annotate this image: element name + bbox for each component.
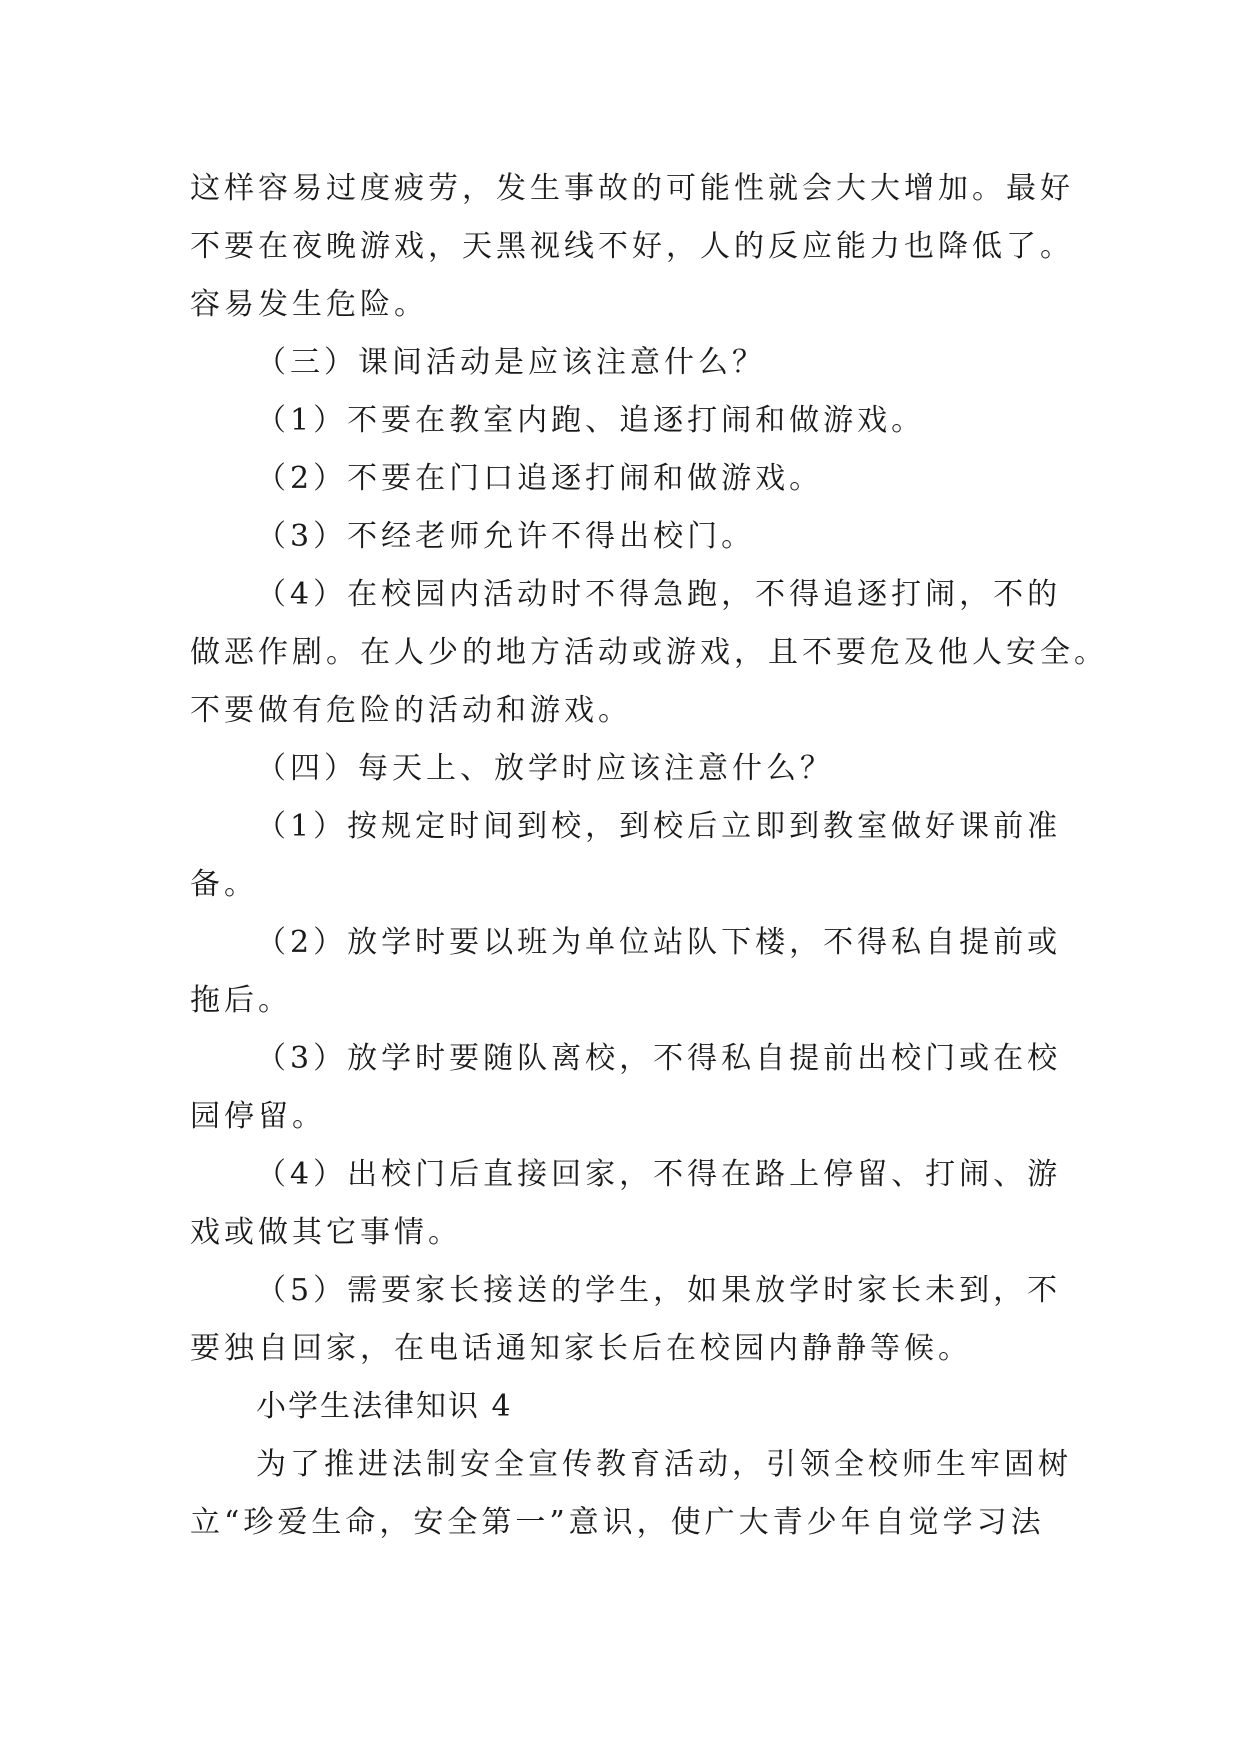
text-line: 园停留。	[190, 1099, 326, 1134]
text-line: 做恶作剧。在人少的地方活动或游戏，且不要危及他人安全。	[190, 635, 1108, 670]
paragraph-start: 为了推进法制安全宣传教育活动，引领全校师生牢固树	[256, 1447, 1072, 1482]
list-item: （3）不经老师允许不得出校门。	[256, 519, 756, 554]
list-item: （5）需要家长接送的学生，如果放学时家长未到，不	[256, 1273, 1062, 1308]
list-item: （2）不要在门口追逐打闹和做游戏。	[256, 461, 824, 496]
text-line: 要独自回家，在电话通知家长后在校园内静静等候。	[190, 1331, 972, 1366]
article-title: 小学生法律知识 4	[256, 1389, 513, 1424]
list-item: （2）放学时要以班为单位站队下楼，不得私自提前或	[256, 925, 1062, 960]
section-heading-4: （四）每天上、放学时应该注意什么？	[256, 751, 834, 786]
text-line: 不要在夜晚游戏，天黑视线不好，人的反应能力也降低了。	[190, 229, 1074, 264]
section-heading-3: （三）课间活动是应该注意什么？	[256, 345, 766, 380]
list-item: （3）放学时要随队离校，不得私自提前出校门或在校	[256, 1041, 1062, 1076]
list-item: （4）出校门后直接回家，不得在路上停留、打闹、游	[256, 1157, 1062, 1192]
document-body	[190, 160, 1108, 1552]
list-item: （4）在校园内活动时不得急跑，不得追逐打闹，不的	[256, 577, 1062, 612]
text-line: 容易发生危险。	[190, 287, 428, 322]
text-line: 这样容易过度疲劳，发生事故的可能性就会大大增加。最好	[190, 171, 1074, 206]
text-line: 备。	[190, 867, 258, 902]
text-line: 拖后。	[190, 983, 292, 1018]
list-item: （1）按规定时间到校，到校后立即到教室做好课前准	[256, 809, 1062, 844]
text-line: 立“珍爱生命，安全第一”意识，使广大青少年自觉学习法	[190, 1505, 1045, 1540]
list-item: （1）不要在教室内跑、追逐打闹和做游戏。	[256, 403, 926, 438]
text-line: 不要做有危险的活动和游戏。	[190, 693, 632, 728]
text-line: 戏或做其它事情。	[190, 1215, 462, 1250]
